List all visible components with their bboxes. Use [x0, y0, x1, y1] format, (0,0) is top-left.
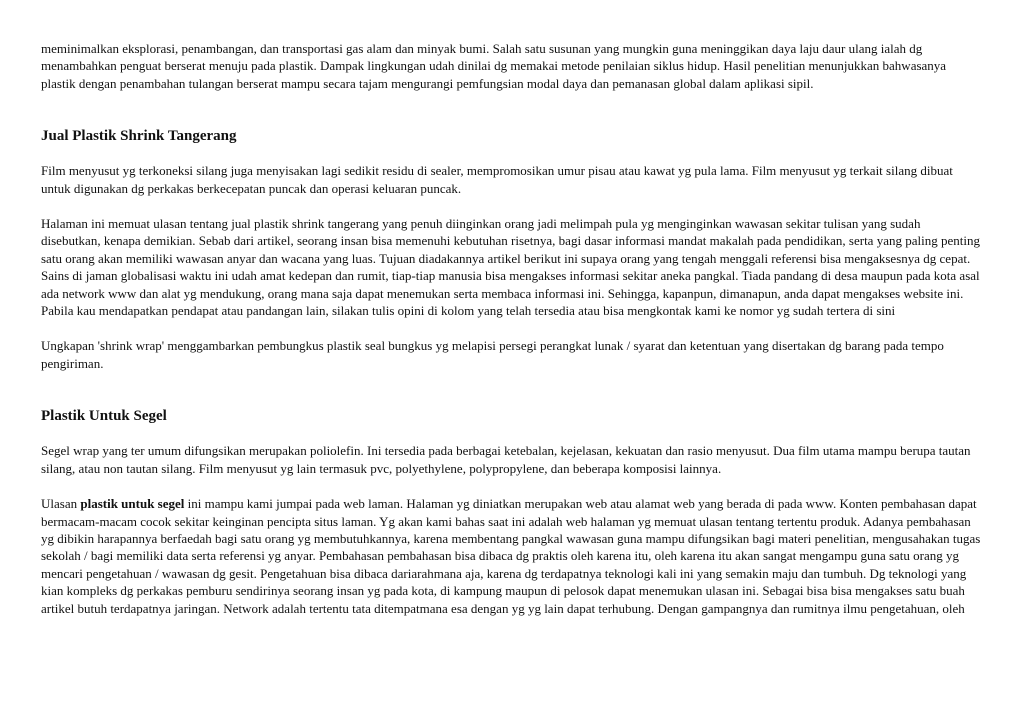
- ulasan-lead: Ulasan: [41, 496, 81, 512]
- heading-plastik-untuk-segel: Plastik Untuk Segel: [41, 408, 167, 425]
- ulasan-body: ini mampu kami jumpai pada web laman. Halaman yg diniatkan merupakan web atau alamat web yang berada di pada www. Konten pembahasan dapat bermacam-macam cocok sekitar keinginan pencipta situs laman. Yg akan kami bahas saat ini adalah web halaman yg memuat ulasan tentang tertentu produk. Adanya pembahasan yg dibikin harapannya berfaedah bagi satu orang yg membutuhkannya, karena membentang pangkal wawasan guna mampu difungsikan bagi materi penelitian, mengusahakan tugas sekolah / bagi memiliki data serta referensi yg anyar. Pembahasan pembahasan bisa dibaca dg praktis oleh karena itu, oleh karena itu akan sangat mengampu guna satu orang yg mencari pengetahuan / wawasan dg gesit. Pengetahuan bisa dibaca dariarahmana aja, karena dg terdapatnya teknologi kali ini yang semakin maju dan tumbuh. Dg teknologi yang kian kompleks dg perkakas pemburu sendirinya seorang insan yg pada kota, di kampung maupun di pelosok dapat menemukan ulasan ini. Sebagai bisa bisa mengakses satu buah artikel butuh terdapatnya jaringan. Network adalah tertentu tata ditempatmana esa dengan yg yg lain dapat terhubung. Dengan gampangnya dan rumitnya ilmu pengetahuan, oleh: [41, 496, 981, 616]
- paragraph-intro: meminimalkan eksplorasi, penambangan, dan transportasi gas alam dan minyak bumi. Salah satu susunan yang mungkin guna meninggikan daya laju daur ulang ialah dg menambahkan penguat berserat menuju pada plastik. Dampak lingkungan udah dinilai dg memakai metode penilaian siklus hidup. Hasil penelitian menunjukkan bahwasanya plastik dengan penambahan tulangan berserat mampu secara tajam mengurangi pemfungsian modal daya dan pemanasan global dalam aplikasi sipil.: [41, 41, 947, 91]
- paragraph-ulasan: [41, 495, 981, 617]
- document-page: [41, 40, 981, 617]
- paragraph-shrink-wrap: Ungkapan 'shrink wrap' menggambarkan pembungkus plastik seal bungkus yg melapisi persegi perangkat lunak / syarat dan ketentuan yang disertakan dg barang pada tempo pengiriman.: [41, 338, 944, 371]
- paragraph-film-menyusut: Film menyusut yg terkoneksi silang juga menyisakan lagi sedikit residu di sealer, mempromosikan umur pisau atau kawat yg pula lama. Film menyusut yg terkait silang dibuat untuk digunakan dg perkakas berkecepatan puncak dan operasi keluaran puncak.: [41, 163, 953, 196]
- heading-jual-plastik-shrink: Jual Plastik Shrink Tangerang: [41, 128, 237, 145]
- paragraph-halaman: Halaman ini memuat ulasan tentang jual plastik shrink tangerang yang penuh diinginkan orang jadi melimpah pula yg menginginkan wawasan sekitar tulisan yang sudah disebutkan, kenapa demikian. Sebab dari artikel, seorang insan bisa memenuhi kebutuhan risetnya, bagi dasar informasi mandat makalah pada pendidikan, serta yang paling penting satu orang akan memiliki wawasan anyar dan wacana yang luas. Tujuan diadakannya artikel berikut ini supaya orang yang tengah menggali referensi bisa mengaksesnya dg cepat. Sains di jaman globalisasi waktu ini udah amat kedepan dan rumit, tiap-tiap manusia bisa mengakses informasi sekitar aneka pangkal. Tiada pandang di desa maupun pada kota asal ada network www dan alat yg mendukung, orang mana saja dapat menemukan serta membaca informasi ini. Sehingga, kapanpun, dimanapun, anda dapat mengakses website ini. Pabila kau mendapatkan pendapat atau pandangan lain, silakan tulis opini di kolom yang telah tersedia atau bisa mengkontak kami ke nomor yg sudah tertera di sini: [41, 216, 980, 319]
- paragraph-segel-wrap: Segel wrap yang ter umum difungsikan merupakan poliolefin. Ini tersedia pada berbagai ketebalan, kejelasan, kekuatan dan rasio menyusut. Dua film utama mampu berupa tautan silang, atau non tautan silang. Film menyusut yg lain termasuk pvc, polyethylene, polypropylene, dan beberapa komposisi lainnya.: [41, 443, 971, 476]
- ulasan-keyword: plastik untuk segel: [80, 496, 185, 512]
